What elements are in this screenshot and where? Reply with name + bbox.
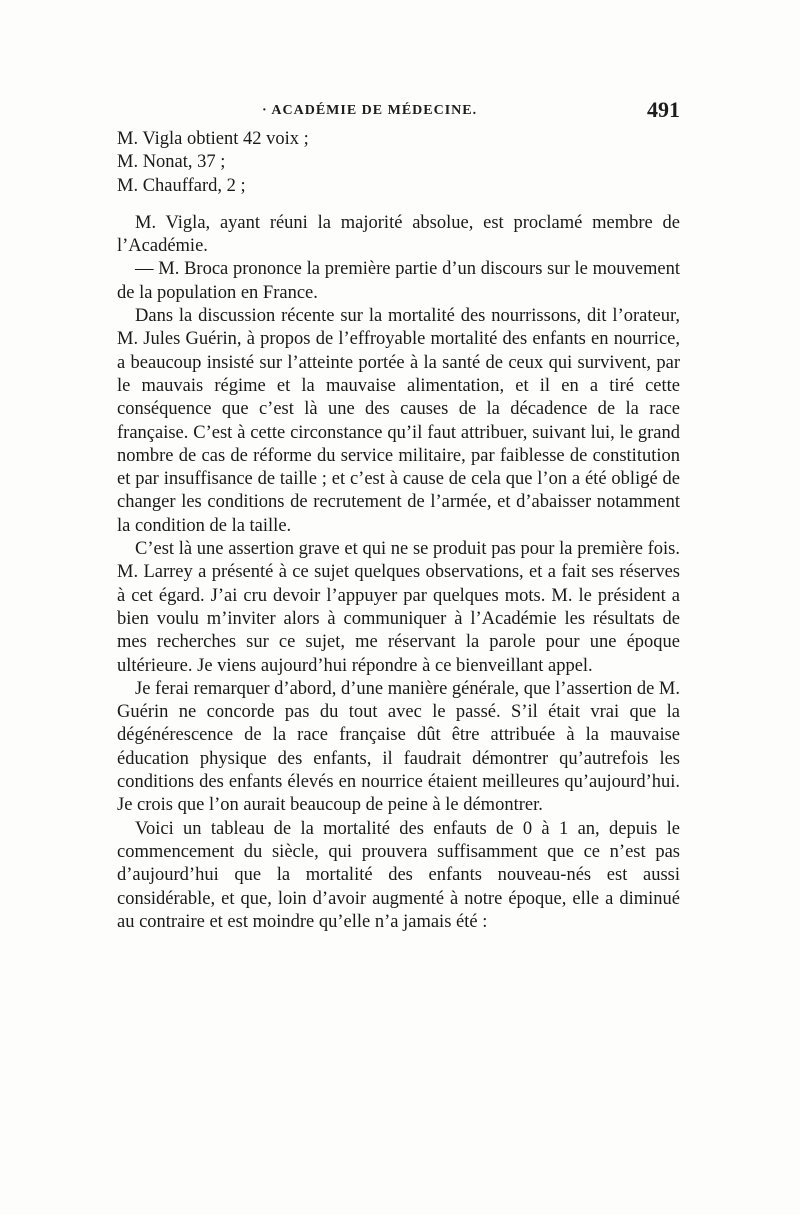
- vote-line: M. Chauffard, 2 ;: [117, 175, 246, 196]
- paragraph: M. Vigla, ayant réuni la majorité absolue, est proclamé membre de l’Académie.: [117, 212, 680, 257]
- page-number: 491: [647, 97, 680, 122]
- paragraph: Dans la discussion récente sur la mortalité des nourrissons, dit l’orateur, M. Jules Guérin, à propos de l’effroyable mortalité des enfants en nourrice, a beaucoup insisté sur l’atteinte portée à la santé de ceux qui survivent, par le mauvais régime et la mauvaise alimentation, et il en a tiré cette conséquence que c’est là une des causes de la décadence de la race française. C’est à cette circonstance qu’il faut attribuer, suivant lui, le grand nombre de cas de réforme du service militaire, par faiblesse de constitution et par insuffisance de taille ; et c’est à cause de cela que l’on a été obligé de changer les conditions de recrutement de l’armée, et d’abaisser notamment la condition de la taille.: [117, 306, 680, 536]
- paragraph: — M. Broca prononce la première partie d’un discours sur le mouvement de la population en France.: [117, 259, 680, 303]
- running-title: · ACADÉMIE DE MÉDECINE.: [262, 103, 478, 118]
- vote-line: M. Nonat, 37 ;: [117, 152, 226, 173]
- running-head: [117, 97, 680, 127]
- paragraph: C’est là une assertion grave et qui ne se produit pas pour la première fois. M. Larrey a présenté à ce sujet quelques observations, et a fait ses réserves à cet égard. J’ai cru devoir l’appuyer par quelques mots. M. le président a bien voulu m’inviter alors à communiquer à l’Académie les résultats de mes recherches sur ce sujet, me réservant la parole pour une époque ultérieure. Je viens aujourd’hui répondre à ce bienveillant appel.: [117, 539, 680, 676]
- paragraph: Je ferai remarquer d’abord, d’une manière générale, que l’assertion de M. Guérin ne concorde pas du tout avec le passé. S’il était vrai que la dégénérescence de la race française dût être attribuée à la mauvaise éducation physique des enfants, il faudrait démontrer qu’autrefois les conditions des enfants élevés en nourrice étaient meilleures qu’aujourd’hui. Je crois que l’on aurait beaucoup de peine à le démontrer.: [117, 678, 680, 816]
- body-text: [117, 128, 680, 934]
- vote-line: M. Vigla obtient 42 voix ;: [117, 129, 309, 149]
- vote-spacer: [117, 198, 680, 212]
- paragraph: Voici un tableau de la mortalité des enfauts de 0 à 1 an, depuis le commencement du siècle, qui prouvera suffisamment que ce n’est pas d’aujourd’hui que la mortalité des enfants nouveau-nés est aussi considérable, et que, loin d’avoir augmenté à notre époque, elle a diminué au contraire et est moindre qu’elle n’a jamais été :: [117, 818, 680, 932]
